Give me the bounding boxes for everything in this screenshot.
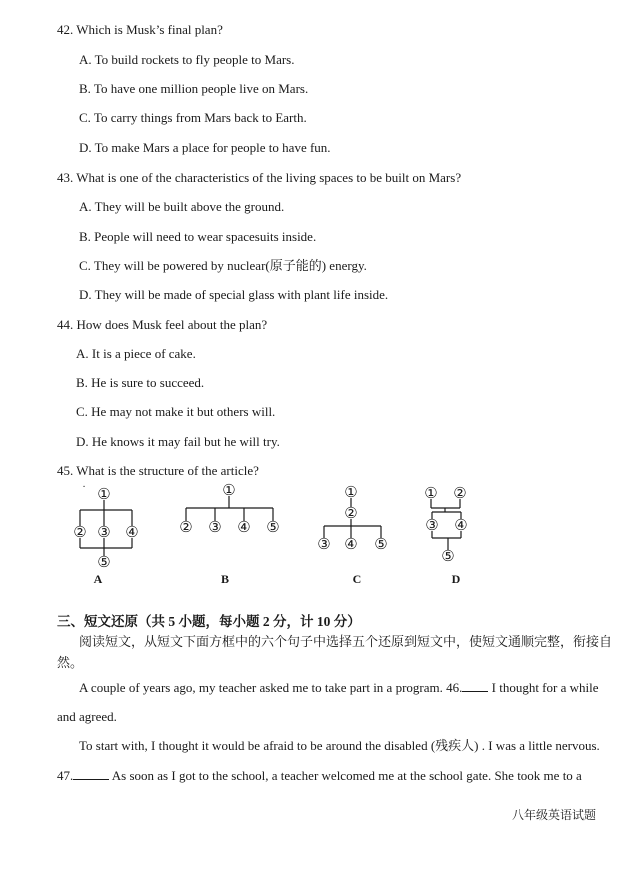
option-b: B. People will need to wear spacesuits inside.	[79, 229, 317, 244]
passage-paragraph-1-cont: and agreed.	[57, 709, 117, 724]
diagram-d-node-top: ①	[424, 486, 438, 502]
diagram-c-node: ③	[317, 537, 331, 553]
diagram-a-node: ④	[125, 525, 139, 541]
diagram-c-node: ④	[344, 537, 358, 553]
diagram-a-node: ③	[97, 525, 111, 541]
diagram-b-node: ④	[237, 520, 251, 536]
diagram-d-node: ③	[425, 518, 439, 534]
question-stem: 45. What is the structure of the article?	[57, 463, 259, 478]
passage-text: 47.	[57, 768, 74, 783]
section-title: 三、短文还原（共 5 小题，每小题 2 分，计 10 分）	[57, 614, 361, 629]
blank-46[interactable]	[462, 680, 488, 692]
passage-paragraph-3	[57, 768, 582, 784]
diagram-d-node: ④	[454, 518, 468, 534]
passage-text: I thought for a while	[488, 680, 599, 695]
diagram-b-node: ③	[208, 520, 222, 536]
diagram-b-node: ⑤	[266, 520, 280, 536]
diagram-label-c: C	[352, 572, 362, 586]
diagram-a-node-bottom: ⑤	[97, 555, 111, 571]
section-instruction: 阅读短文，从短文下面方框中的六个句子中选择五个还原到短文中，使短文通顺完整，衔接自	[79, 634, 613, 649]
option-b: B. He is sure to succeed.	[76, 375, 205, 390]
section-instruction-cont: 然。	[57, 655, 84, 670]
passage-text: A couple of years ago, my teacher asked me to take part in a program. 46.	[79, 680, 463, 695]
diagram-d-node-bottom: ⑤	[441, 549, 455, 565]
diagram-c-node: ⑤	[374, 537, 388, 553]
option-d: D. To make Mars a place for people to have fun.	[79, 140, 331, 155]
diagram-c-node-top: ①	[344, 485, 358, 501]
diagram-label-d: D	[451, 572, 461, 586]
stray-dot: ·	[82, 482, 86, 493]
diagram-label-a: A	[93, 572, 103, 586]
page-footer: 八年级英语试题	[511, 808, 596, 822]
option-b: B. To have one million people live on Mars.	[79, 81, 309, 96]
diagram-c-node-second: ②	[344, 506, 358, 522]
question-stem: 42. Which is Musk’s final plan?	[57, 22, 223, 37]
diagram-b-node: ②	[179, 520, 193, 536]
option-d: D. He knows it may fail but he will try.	[76, 434, 280, 449]
passage-paragraph-2: To start with, I thought it would be afraid to be around the disabled (残疾人) . I was a little nervous.	[79, 738, 600, 753]
option-a: A. They will be built above the ground.	[79, 199, 285, 214]
option-a: A. It is a piece of cake.	[76, 346, 196, 361]
diagram-a-node-top: ①	[97, 487, 111, 503]
option-c: C. They will be powered by nuclear(原子能的) energy.	[79, 258, 367, 273]
diagram-a-node: ②	[73, 525, 87, 541]
option-c: C. To carry things from Mars back to Earth.	[79, 110, 307, 125]
blank-47[interactable]	[73, 768, 109, 780]
passage-paragraph-1	[79, 680, 599, 696]
option-a: A. To build rockets to fly people to Mars.	[79, 52, 295, 67]
question-stem: 43. What is one of the characteristics of the living spaces to be built on Mars?	[57, 170, 462, 185]
diagram-b-node-top: ①	[222, 483, 236, 499]
question-stem: 44. How does Musk feel about the plan?	[57, 317, 268, 332]
option-d: D. They will be made of special glass with plant life inside.	[79, 287, 389, 302]
diagram-label-b: B	[220, 572, 230, 586]
diagram-d-node-top: ②	[453, 486, 467, 502]
option-c: C. He may not make it but others will.	[76, 404, 276, 419]
passage-text: As soon as I got to the school, a teacher welcomed me at the school gate. She took me to a	[109, 768, 582, 783]
